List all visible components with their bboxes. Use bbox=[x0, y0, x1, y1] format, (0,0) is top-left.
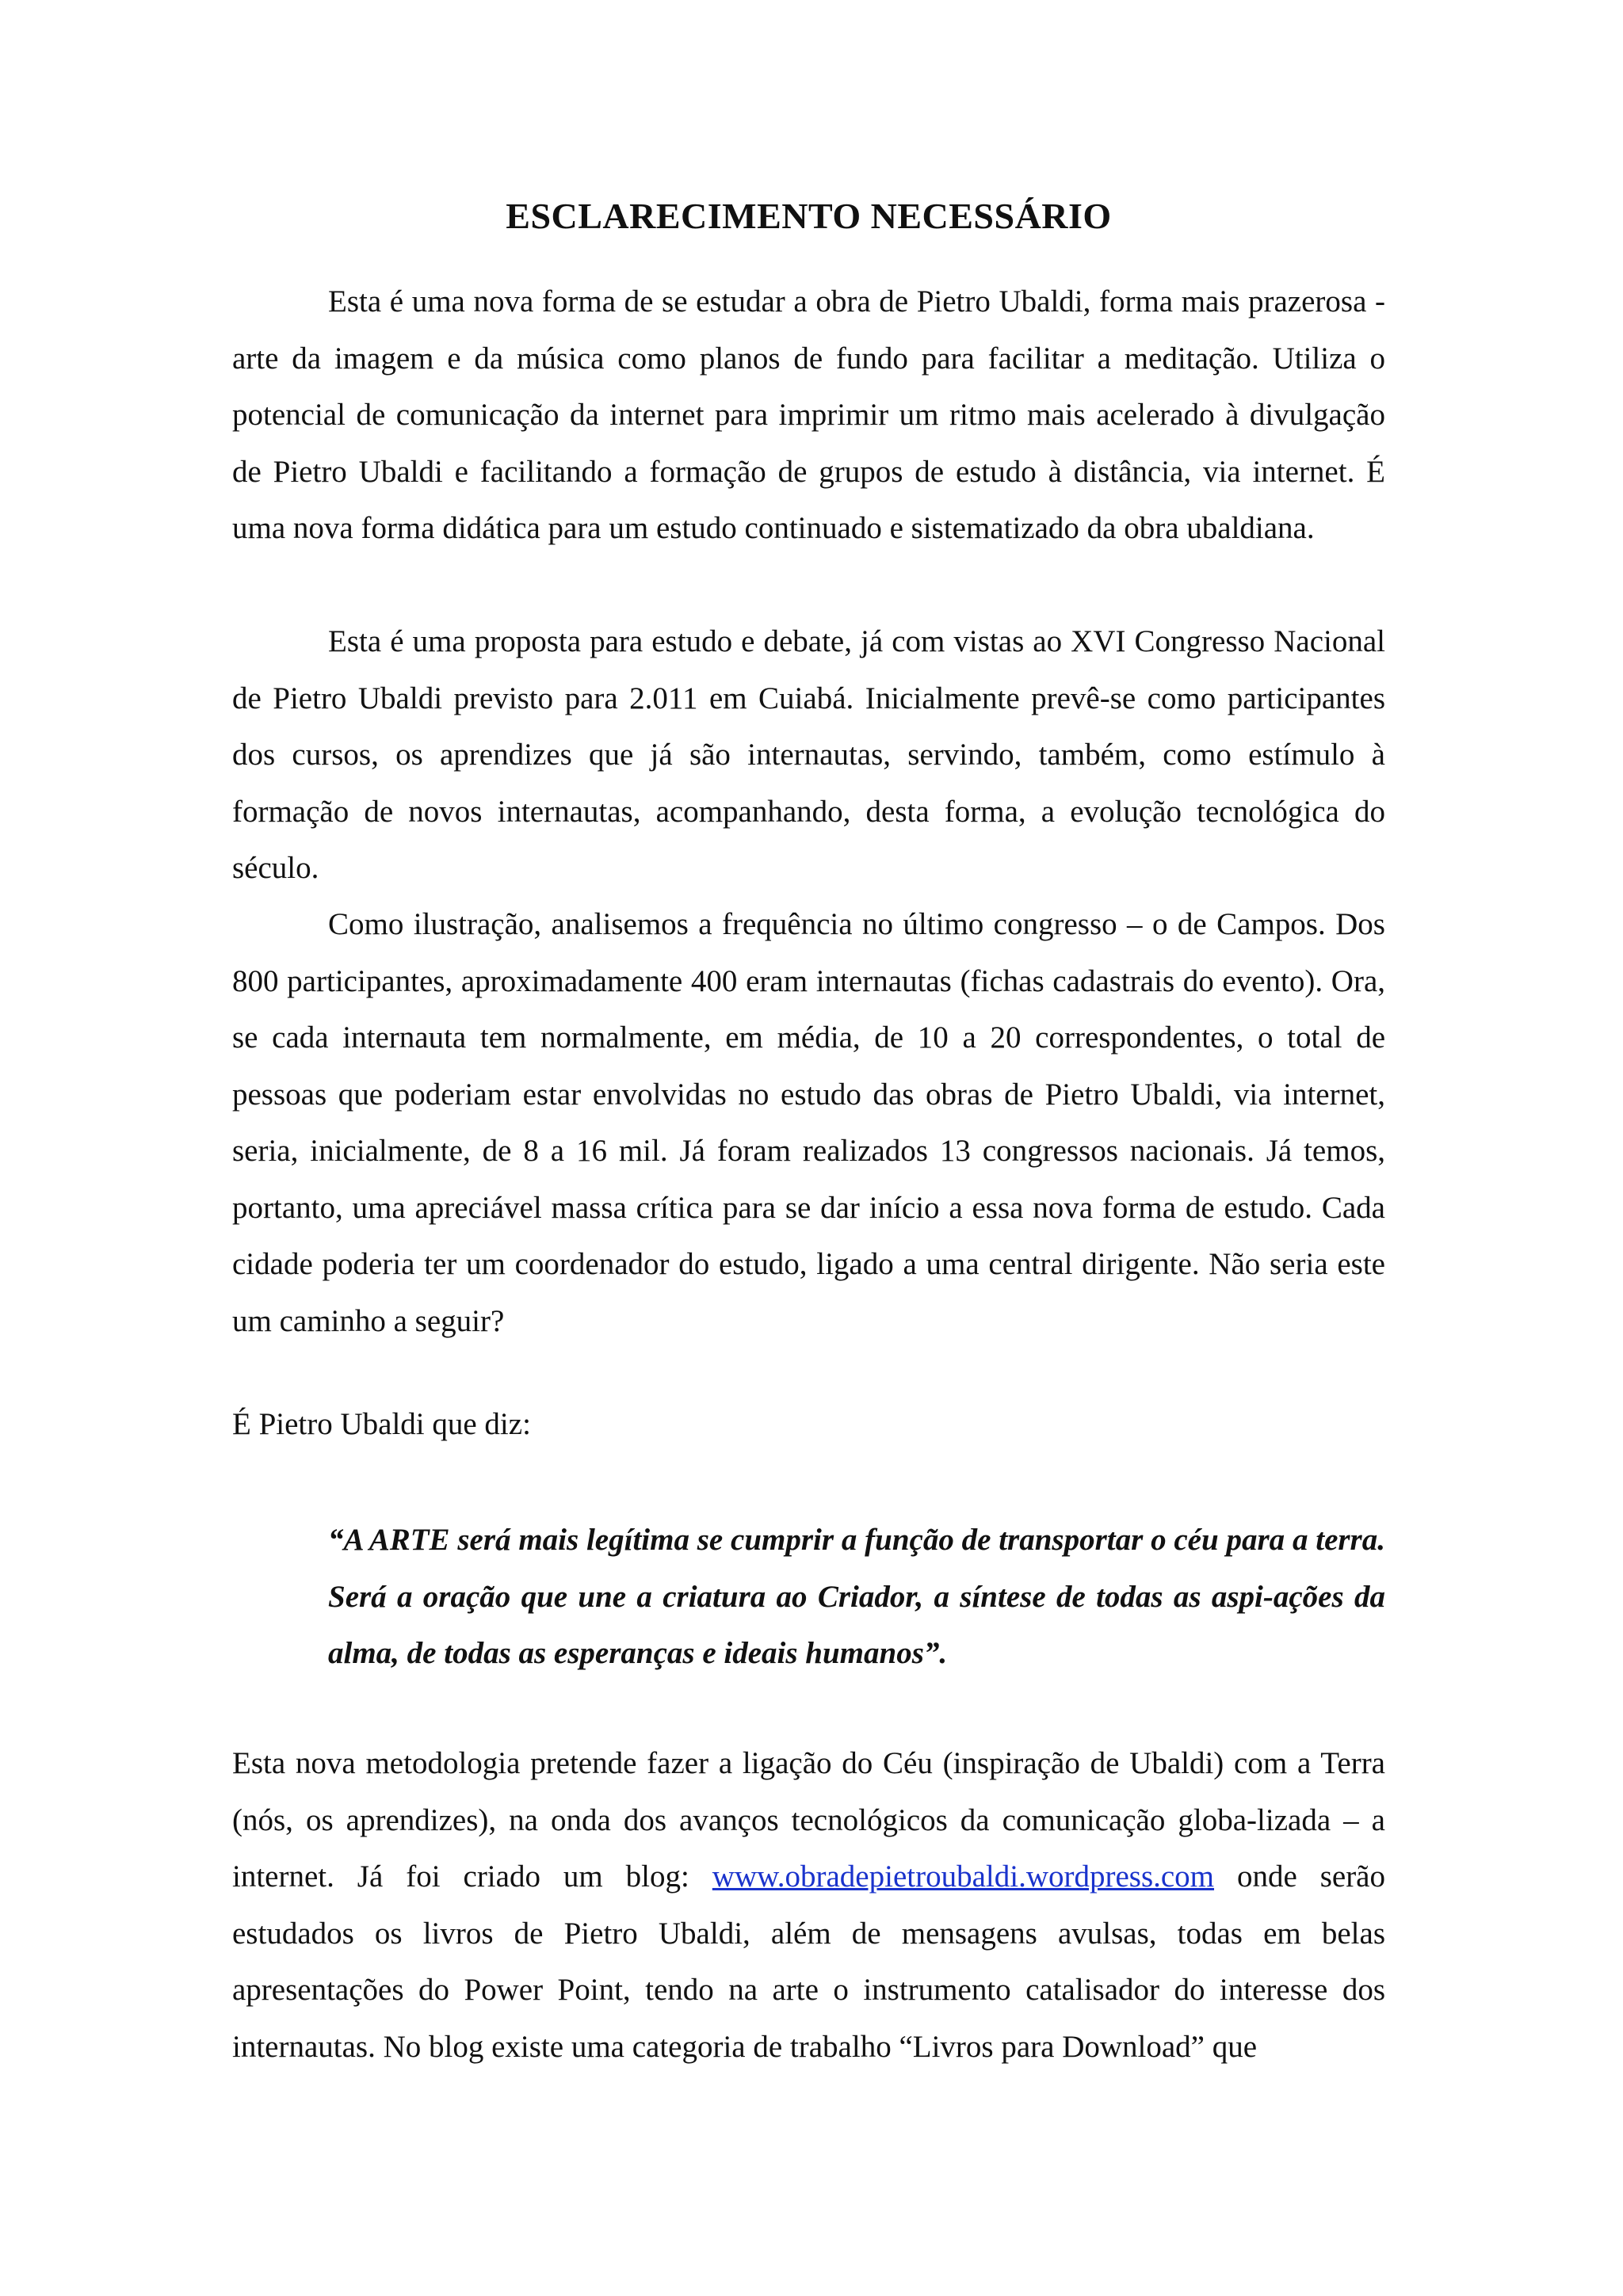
paragraph-proposal: Esta é uma proposta para estudo e debate, já com vistas ao XVI Congresso Nacional de Pietro Ubaldi previsto para 2.011 em Cuiabá. Inicialmente prevê-se como participantes dos cursos, os aprendizes que já são internautas, servindo, também, como estímulo à formação de novos internautas, acompanhando, desta forma, a evolução tecnológica do século. bbox=[232, 624, 1385, 885]
paragraph-intro: Esta é uma nova forma de se estudar a obra de Pietro Ubaldi, forma mais prazerosa - arte da imagem e da música como planos de fundo para facilitar a meditação. Utiliza o potencial de comunicação da internet para imprimir um ritmo mais acelerado à divulgação de Pietro Ubaldi e facilitando a formação de grupos de estudo à distância, via internet. É uma nova forma didática para um estudo continuado e sistematizado da obra ubaldiana. bbox=[232, 284, 1385, 545]
blog-link[interactable]: www.obradepietroubaldi.wordpress.com bbox=[712, 1859, 1215, 1894]
paragraph-illustration: Como ilustração, analisemos a frequência no último congresso – o de Campos. Dos 800 participantes, aproximadamente 400 eram internautas (fichas cadastrais do evento). Ora, se cada internauta tem normalmente, em média, de 10 a 20 correspondentes, o total de pessoas que poderiam estar envolvidas no estudo das obras de Pietro Ubaldi, via internet, seria, inicialmente, de 8 a 16 mil. Já foram realizados 13 congressos nacionais. Já temos, portanto, uma apreciável massa crítica para se dar início a essa nova forma de estudo. Cada cidade poderia ter um coordenador do estudo, ligado a uma central dirigente. Não seria este um caminho a seguir? bbox=[232, 907, 1385, 1338]
ubaldi-quote: “A ARTE será mais legítima se cumprir a função de transportar o céu para a terra. Será a oração que une a criatura ao Criador, a síntese de todas as aspi-ações da alma, de todas as esperanças e ideais humanos”. bbox=[328, 1523, 1385, 1670]
page-title: ESCLARECIMENTO NECESSÁRIO bbox=[506, 196, 1112, 236]
methodology-text-start: Esta nova metodologia pretende fazer a ligação do Céu (inspiração de Ubaldi) com a Terra (nós, os aprendizes), na onda dos avanços tecnológicos da comunicação globa-lizada – a internet. Já foi criado um blog: bbox=[232, 1746, 1385, 1894]
quote-intro: É Pietro Ubaldi que diz: bbox=[232, 1407, 531, 1441]
methodology-text-end: onde serão estudados os livros de Pietro Ubaldi, além de mensagens avulsas, todas em belas apresentações do Power Point, tendo na arte o instrumento catalisador do interesse dos internautas. No blog existe uma categoria de trabalho “Livros para Download” que bbox=[232, 1859, 1385, 2064]
paragraph-methodology bbox=[232, 1735, 1385, 2075]
